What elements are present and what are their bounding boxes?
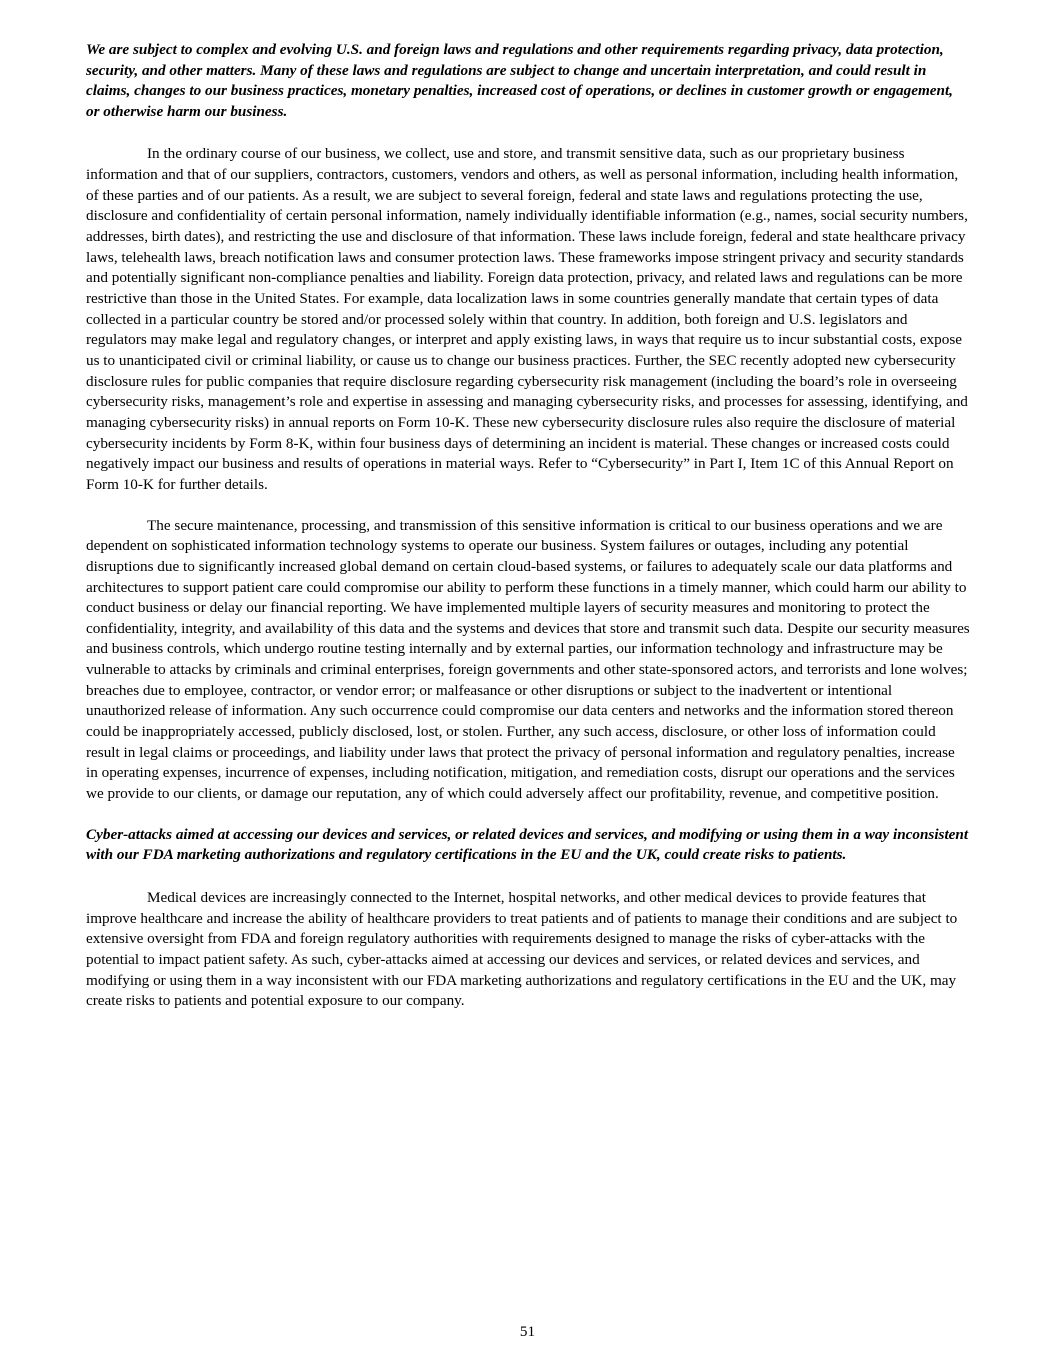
document-page bbox=[86, 40, 970, 1032]
body-paragraph: Medical devices are increasingly connected to the Internet, hospital networks, and other medical devices to provide features that improve healthcare and increase the ability of healthcare providers to treat patients and of patients to manage their conditions and are subject to extensive oversight from FDA and foreign regulatory authorities with requirements designed to manage the risks of cyber-attacks with the potential to impact patient safety. As such, cyber-attacks aimed at accessing our devices and services, or related devices and services, and modifying or using them in a way inconsistent with our FDA marketing authorizations and regulatory certifications in the EU and the UK, may create risks to patients and potential exposure to our company. bbox=[86, 888, 958, 1010]
risk-factor-cyber-attacks bbox=[86, 825, 970, 1012]
risk-factor-privacy-laws bbox=[86, 40, 970, 805]
risk-factor-heading: Cyber-attacks aimed at accessing our devices and services, or related devices and services, and modifying or using them in a way inconsistent with our FDA marketing authorizations and regulatory certifications in the EU and the UK, could create risks to patients. bbox=[86, 825, 969, 864]
risk-factor-heading: We are subject to complex and evolving U.S. and foreign laws and regulations and other requirements regarding privacy, data protection, security, and other matters. Many of these laws and regulations are subject to change and uncertain interpretation, and could result in claims, changes to our business practices, monetary penalties, increased cost of operations, or declines in customer growth or engagement, or otherwise harm our business. bbox=[86, 41, 953, 120]
body-paragraph: In the ordinary course of our business, we collect, use and store, and transmit sensitive data, such as our proprietary business information and that of our suppliers, contractors, customers, vendors and others, as well as personal information, including health information, of these parties and of our patients. As a result, we are subject to several foreign, federal and state laws and regulations protecting the use, disclosure and confidentiality of certain personal information, namely individually identifiable information (e.g., names, social security numbers, addresses, birth dates), and restricting the use and disclosure of that information. These laws include foreign, federal and state healthcare privacy laws, telehealth laws, breach notification laws and consumer protection laws. These frameworks impose stringent privacy and security standards and potentially significant non-compliance penalties and liability. Foreign data protection, privacy, and related laws and regulations can be more restrictive than those in the United States. For example, data localization laws in some countries generally mandate that certain types of data collected in a particular country be stored and/or processed solely within that country. In addition, both foreign and U.S. legislators and regulators may make legal and regulatory changes, or interpret and apply existing laws, in ways that require us to incur substantial costs, expose us to unanticipated civil or criminal liability, or cause us to change our business practices. Further, the SEC recently adopted new cybersecurity disclosure rules for public companies that require disclosure regarding cybersecurity risk management (including the board’s role in overseeing cybersecurity risks, management’s role and expertise in assessing and managing cybersecurity risks, and processes for assessing, identifying, and managing cybersecurity risks) in annual reports on Form 10-K. These new cybersecurity disclosure rules also require the disclosure of material cybersecurity incidents by Form 8-K, within four business days of determining an incident is material. These changes or increased costs could negatively impact our business and results of operations in material ways. Refer to “Cybersecurity” in Part I, Item 1C of this Annual Report on Form 10-K for further details. bbox=[86, 145, 968, 493]
page-number: 51 bbox=[519, 1323, 536, 1340]
body-paragraph: The secure maintenance, processing, and transmission of this sensitive information is critical to our business operations and we are dependent on sophisticated information technology systems to operate our business. System failures or outages, including any potential disruptions due to significantly increased global demand on certain cloud-based systems, or failures to adequately scale our data platforms and architectures to support patient care could compromise our ability to perform these functions in a timely manner, which could harm our ability to conduct business or delay our financial reporting. We have implemented multiple layers of security measures and monitoring to protect the confidentiality, integrity, and availability of this data and the systems and devices that store and transmit such data. Despite our security measures and business controls, which undergo routine testing internally and by external parties, our information technology and infrastructure may be vulnerable to attacks by criminals and criminal enterprises, foreign governments and other state-sponsored actors, and terrorists and lone wolves; breaches due to employee, contractor, or vendor error; or malfeasance or other disruptions or subject to the inadvertent or intentional unauthorized release of information. Any such occurrence could compromise our data centers and networks and the information stored thereon could be inappropriately accessed, publicly disclosed, lost, or stolen. Further, any such access, disclosure, or other loss of information could result in legal claims or proceedings, and liability under laws that protect the privacy of personal information and regulatory penalties, increase in operating expenses, incurrence of expenses, including notification, mitigation, and remediation costs, disrupt our operations and the services we provide to our clients, or damage our reputation, any of which could adversely affect our profitability, revenue, and competitive position. bbox=[86, 516, 970, 803]
